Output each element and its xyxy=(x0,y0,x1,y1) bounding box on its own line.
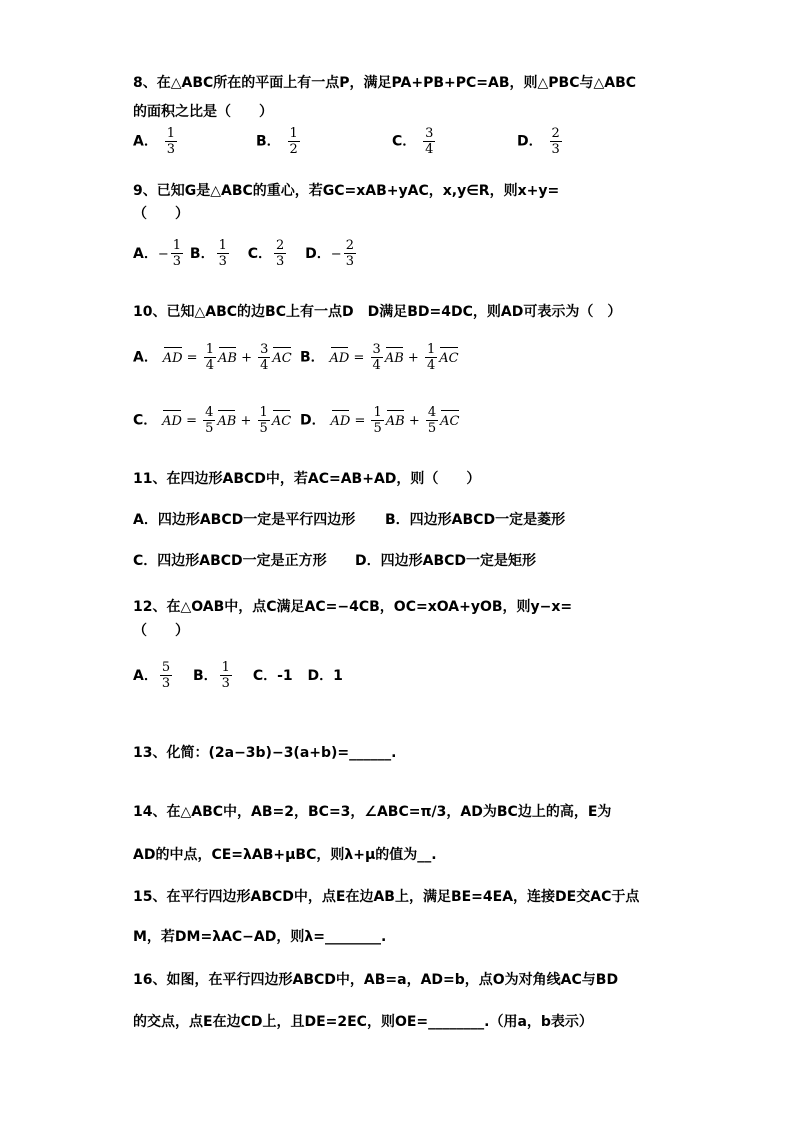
q8-line1 xyxy=(133,74,636,92)
q8-text-2: 的面积之比是（ ） xyxy=(133,104,273,120)
q12-option-b[interactable]: B． $\frac{1}{3}$ xyxy=(193,660,230,691)
q11-option-d[interactable]: D．四边形ABCD一定是矩形 xyxy=(355,553,537,569)
q12-line1 xyxy=(133,598,572,616)
q11-option-c[interactable]: C．四边形ABCD一定是正方形 xyxy=(133,553,327,569)
q11-text: 11、在四边形ABCD中，若AC=AB+AD，则（ ） xyxy=(133,471,481,487)
q14-line2 xyxy=(133,846,437,864)
option-label: C． xyxy=(392,133,417,150)
q10-option-c[interactable]: C． AD = $\frac{4}{5}$ AB + $\frac{1}{5}$ AC xyxy=(133,405,292,436)
q14-line1 xyxy=(133,803,611,821)
option-label: D． xyxy=(517,133,543,150)
q9-text-2: （ ） xyxy=(133,206,189,222)
q12-line2 xyxy=(133,622,189,640)
q10-text: 10、已知△ABC的边BC上有一点D D满足BD=4DC，则AD可表示为（ ） xyxy=(133,304,622,320)
q16-line2 xyxy=(133,1013,593,1031)
q8-option-d[interactable] xyxy=(517,126,564,157)
option-fraction: $\frac{1}{2}$ xyxy=(289,126,298,157)
q16-line1 xyxy=(133,971,618,989)
q15-text-2: M，若DM=λAC−AD，则λ=________. xyxy=(133,929,387,945)
q9-options xyxy=(133,238,358,269)
q10-option-b[interactable]: B． AD = $\frac{3}{4}$ AB + $\frac{1}{4}$ AC xyxy=(300,342,459,373)
option-fraction: $\frac{2}{3}$ xyxy=(551,126,560,157)
option-label: A． xyxy=(133,133,158,150)
q10-option-a[interactable]: A． AD = $\frac{1}{4}$ AB + $\frac{3}{4}$ AC xyxy=(133,342,292,373)
q9-option-a[interactable]: A．− $\frac{1}{3}$ xyxy=(133,238,182,269)
q14-text: 14、在△ABC中，AB=2，BC=3，∠ABC=π/3，AD为BC边上的高，E为 xyxy=(133,804,612,820)
q15-text: 15、在平行四边形ABCD中，点E在边AB上，满足BE=4EA，连接DE交AC于点 xyxy=(133,889,640,905)
q8-option-b[interactable] xyxy=(256,126,302,157)
q8-option-a[interactable] xyxy=(133,126,179,157)
option-fraction: $\frac{3}{4}$ xyxy=(425,126,434,157)
q12-text-2: （ ） xyxy=(133,623,189,639)
q12-text: 12、在△OAB中，点C满足AC=−4CB，OC=xOA+yOB，则y−x= xyxy=(133,599,573,615)
q16-text: 16、如图，在平行四边形ABCD中，AB=a，AD=b，点O为对角线AC与BD xyxy=(133,972,619,988)
q8-text: 8、在△ABC所在的平面上有一点P，满足PA+PB+PC=AB，则△PBC与△ABC xyxy=(133,75,637,91)
q13-text: 13、化简：(2a−3b)−3(a+b)=______. xyxy=(133,745,397,761)
q9-line1 xyxy=(133,182,559,200)
q12-options xyxy=(133,660,343,691)
q12-option-c[interactable]: C．-1 xyxy=(252,667,293,684)
q9-line2 xyxy=(133,205,189,223)
q11-line1 xyxy=(133,470,480,488)
q10-line1 xyxy=(133,303,621,321)
q8-line2 xyxy=(133,103,273,121)
q9-option-c[interactable]: C． $\frac{2}{3}$ xyxy=(247,238,285,269)
q16-text-2: 的交点，点E在边CD上，且DE=2EC，则OE=________.（用a，b表示） xyxy=(133,1014,593,1030)
q11-option-b[interactable]: B．四边形ABCD一定是菱形 xyxy=(385,512,566,528)
q13-line1 xyxy=(133,744,396,762)
q14-text-2: AD的中点，CE=λAB+μBC，则λ+μ的值为__. xyxy=(133,847,437,863)
q15-line2 xyxy=(133,928,386,946)
q11-option-a[interactable]: A．四边形ABCD一定是平行四边形 xyxy=(133,512,356,528)
q9-option-d[interactable]: D．− $\frac{2}{3}$ xyxy=(305,238,354,269)
q10-option-d[interactable]: D． AD = $\frac{1}{5}$ AB + $\frac{4}{5}$ AC xyxy=(300,405,460,436)
q9-text: 9、已知G是△ABC的重心，若GC=xAB+yAC，x,y∈R，则x+y= xyxy=(133,183,560,199)
option-fraction: $\frac{1}{3}$ xyxy=(166,126,175,157)
q9-option-b[interactable]: B． $\frac{1}{3}$ xyxy=(189,238,227,269)
q12-option-a[interactable]: A． $\frac{5}{3}$ xyxy=(133,660,171,691)
q8-option-c[interactable] xyxy=(392,126,437,157)
option-label: B． xyxy=(256,133,281,150)
q12-option-d[interactable]: D．1 xyxy=(307,667,343,684)
q15-line1 xyxy=(133,888,639,906)
